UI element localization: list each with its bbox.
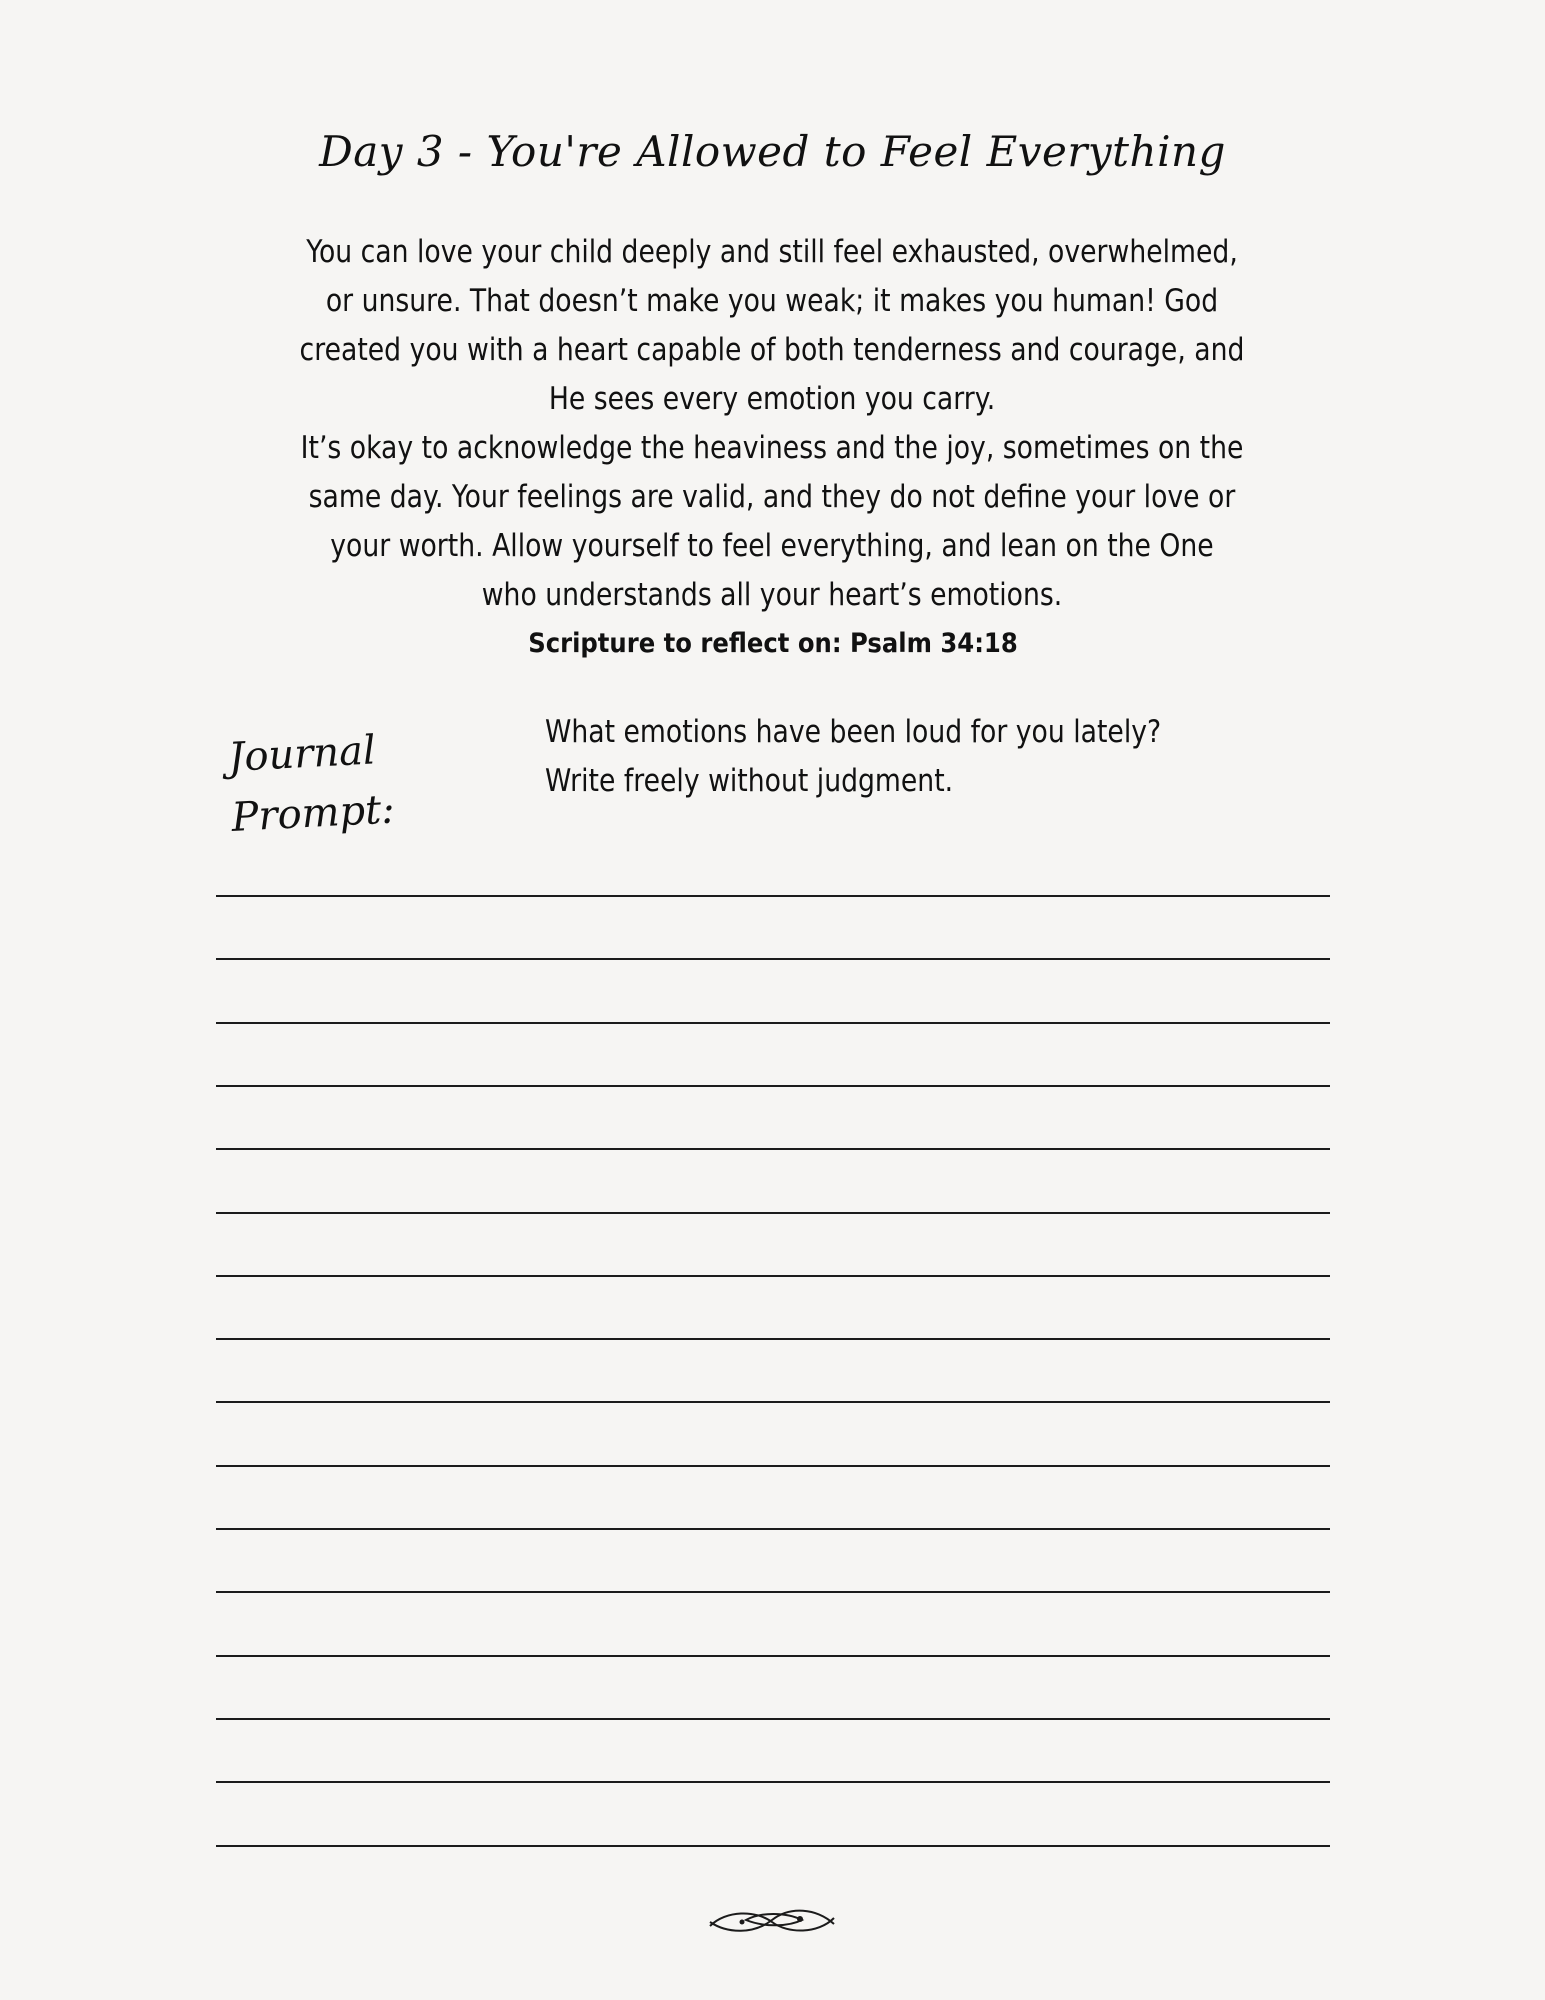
writing-line[interactable] xyxy=(216,1338,1330,1340)
devotional-paragraph-2: It’s okay to acknowledge the heaviness and the joy, sometimes on the same day. Your feelings are valid, and they do not define your love or your worth. Allow yourself to feel everything, and lean on the One who understands all your heart’s emotions. xyxy=(300,430,1244,613)
writing-line[interactable] xyxy=(216,1781,1330,1783)
writing-line[interactable] xyxy=(216,1085,1330,1087)
writing-line[interactable] xyxy=(216,1465,1330,1467)
devotional-paragraph-1: You can love your child deeply and still feel exhausted, overwhelmed, or unsure. That doesn’t make you weak; it makes you human! God created you with a heart capable of both tenderness and courage, and He sees every emotion you carry. xyxy=(299,234,1245,417)
flourish-ornament-icon xyxy=(706,1900,838,1942)
journal-prompt-line-1: What emotions have been loud for you lately? xyxy=(545,714,1162,750)
journal-prompt-line-2: Write freely without judgment. xyxy=(545,763,954,799)
writing-line[interactable] xyxy=(216,1845,1330,1847)
writing-line[interactable] xyxy=(216,1212,1330,1214)
journal-prompt-label: Journal Prompt: xyxy=(227,727,396,841)
writing-line[interactable] xyxy=(216,1528,1330,1530)
writing-lines[interactable] xyxy=(216,0,1330,2000)
page-title: Day 3 - You're Allowed to Feel Everything xyxy=(319,127,1226,176)
writing-line[interactable] xyxy=(216,1655,1330,1657)
writing-line[interactable] xyxy=(216,895,1330,897)
writing-line[interactable] xyxy=(216,1148,1330,1150)
scripture-text: Scripture to reflect on: Psalm 34:18 xyxy=(527,628,1018,659)
writing-line[interactable] xyxy=(216,1718,1330,1720)
writing-line[interactable] xyxy=(216,1591,1330,1593)
writing-line[interactable] xyxy=(216,1401,1330,1403)
writing-line[interactable] xyxy=(216,958,1330,960)
writing-line[interactable] xyxy=(216,1275,1330,1277)
writing-line[interactable] xyxy=(216,1022,1330,1024)
